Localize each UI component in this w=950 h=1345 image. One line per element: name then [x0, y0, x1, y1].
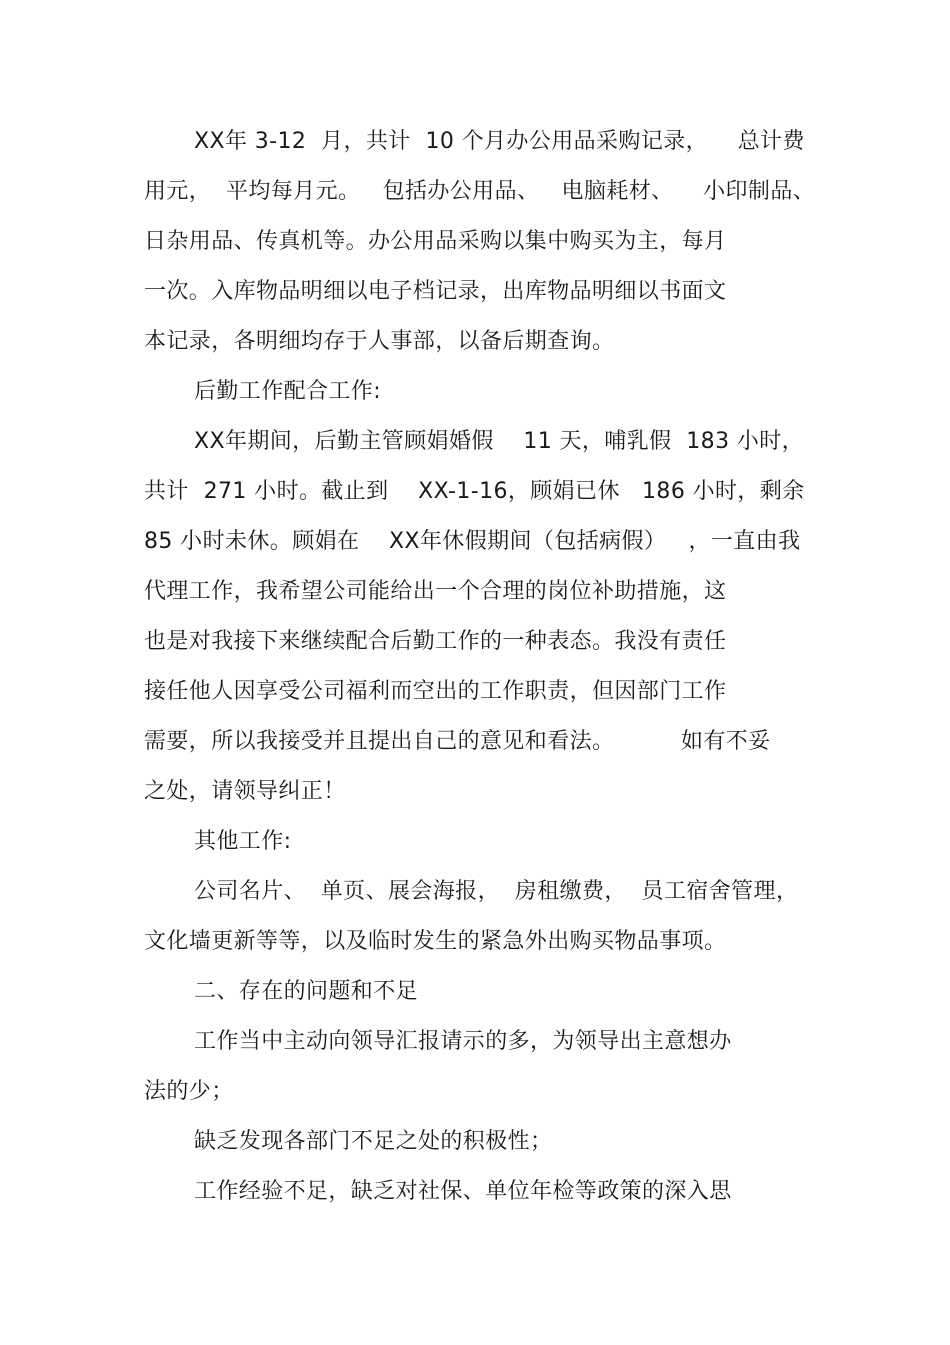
paragraph-line: 代理工作，我希望公司能给出一个合理的岗位补助措施，这 [144, 579, 727, 604]
paragraph-line: 工作当中主动向领导汇报请示的多，为领导出主意想办 [194, 1029, 732, 1054]
paragraph-line: 共计 271 小时。截止到 XX-1-16，顾娟已休 186 小时，剩余 [144, 479, 805, 504]
paragraph-line: XX年期间，后勤主管顾娟婚假 11 天，哺乳假 183 小时， [194, 429, 805, 454]
paragraph-line: 用元， 平均每月元。 包括办公用品、 电脑耗材、 小印制品、 [144, 179, 816, 204]
paragraph-line: 本记录，各明细均存于人事部，以备后期查询。 [144, 329, 615, 354]
paragraph-line: 85 小时未休。顾娟在 XX年休假期间（包括病假） ，一直由我 [144, 529, 801, 554]
paragraph-line: 需要，所以我接受并且提出自己的意见和看法。 如有不妥 [144, 729, 771, 754]
paragraph-line: 文化墙更新等等，以及临时发生的紧急外出购买物品事项。 [144, 929, 727, 954]
section-heading: 二、存在的问题和不足 [194, 979, 419, 1004]
section-heading: 后勤工作配合工作: [194, 379, 382, 404]
paragraph-line: 之处，请领导纠正！ [144, 779, 346, 804]
paragraph-line: 一次。入库物品明细以电子档记录，出库物品明细以书面文 [144, 279, 727, 304]
paragraph-line: 接任他人因享受公司福利而空出的工作职责，但因部门工作 [144, 679, 727, 704]
paragraph-line: XX年 3-12 月，共计 10 个月办公用品采购记录， 总计费 [194, 129, 805, 154]
paragraph-line: 公司名片、 单页、展会海报， 房租缴费， 员工宿舍管理， [194, 879, 799, 904]
paragraph-line: 日杂用品、传真机等。办公用品采购以集中购买为主，每月 [144, 229, 727, 254]
paragraph-line: 也是对我接下来继续配合后勤工作的一种表态。我没有责任 [144, 629, 727, 654]
paragraph-line: 法的少； [144, 1079, 234, 1104]
paragraph-line: 工作经验不足，缺乏对社保、单位年检等政策的深入思 [194, 1179, 732, 1204]
paragraph-line: 缺乏发现各部门不足之处的积极性； [194, 1129, 553, 1154]
section-heading: 其他工作: [194, 829, 292, 854]
